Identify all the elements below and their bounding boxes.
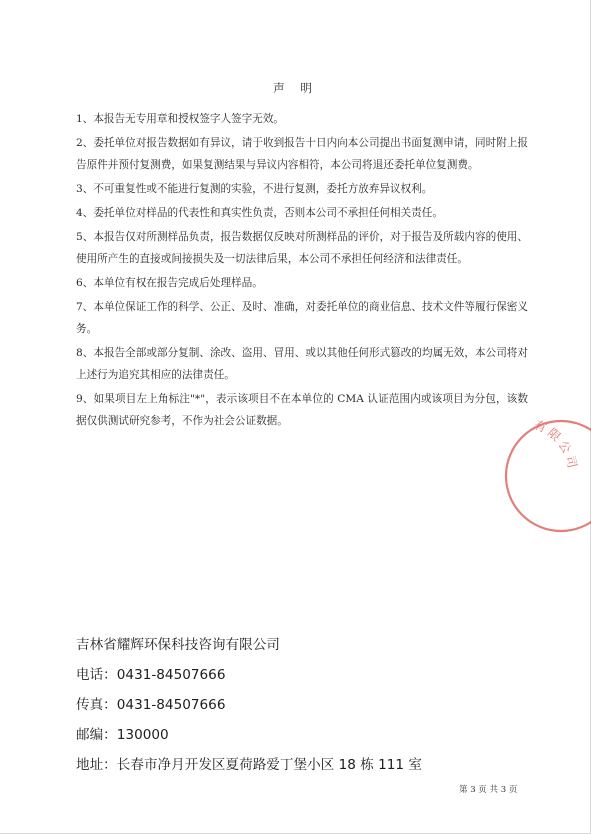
- fax-line: 传真：0431-84507666: [76, 697, 226, 713]
- statement-list: [76, 108, 528, 434]
- statement-item: 3、不可重复性或不能进行复测的实验，不进行复测，委托方放弃异议权利。: [76, 183, 433, 195]
- statement-title: 声 明: [273, 81, 318, 95]
- address-line: 地址：长春市净月开发区夏荷路爱丁堡小区 18 栋 111 室: [76, 757, 422, 773]
- statement-item: 1、本报告无专用章和授权签字人签字无效。: [76, 113, 285, 125]
- postcode-line: 邮编：130000: [76, 727, 169, 743]
- statement-item: 6、本单位有权在报告完成后处理样品。: [76, 277, 263, 289]
- contact-block: [76, 630, 546, 780]
- statement-item: 2、委托单位对报告数据如有异议，请于收到报告十日内向本公司提出书面复测申请，同时附上报告原件并预付复测费，如果复测结果与异议内容相符，本公司将退还委托单位复测费。: [76, 137, 528, 171]
- seal-text: 有限公司: [531, 418, 581, 473]
- company-seal-stamp: [503, 418, 591, 534]
- statement-item: 5、本报告仅对所测样品负责，报告数据仅反映对所测样品的评价，对于报告及所载内容的使用、使用所产生的直接或间接损失及一切法律后果，本公司不承担任何经济和法律责任。: [76, 231, 528, 265]
- phone-line: 电话：0431-84507666: [76, 667, 226, 683]
- statement-item: 8、本报告全部或部分复制、涂改、盗用、冒用、或以其他任何形式篡改的均属无效，本公司将对上述行为追究其相应的法律责任。: [76, 347, 528, 381]
- page-number: 第 3 页 共 3 页: [459, 785, 518, 795]
- statement-item: 7、本单位保证工作的科学、公正、及时、准确，对委托单位的商业信息、技术文件等履行保密义务。: [76, 301, 528, 335]
- company-name: 吉林省耀辉环保科技咨询有限公司: [76, 637, 280, 653]
- statement-item: 9、如果项目左上角标注"*"，表示该项目不在本单位的 CMA 认证范围内或该项目为分包，该数据仅供测试研究参考，不作为社会公证数据。: [76, 393, 528, 427]
- statement-item: 4、委托单位对样品的代表性和真实性负责，否则本公司不承担任何相关责任。: [76, 207, 443, 219]
